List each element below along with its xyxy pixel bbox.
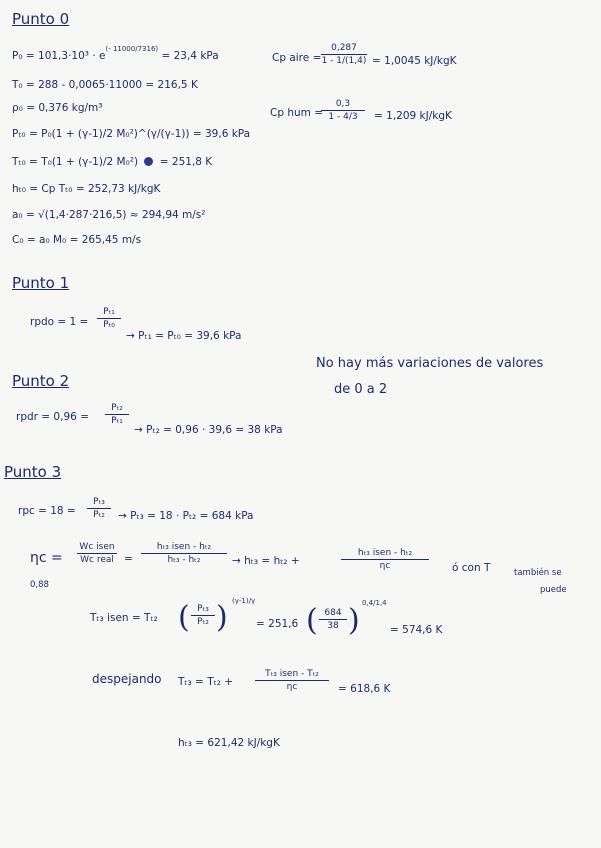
rpdr-result: → Pₜ₂ = 0,96 · 39,6 = 38 kPa bbox=[134, 424, 283, 436]
tt3-ratio-fraction: Pₜ₃ Pₜ₂ bbox=[190, 603, 216, 628]
equation-pt0: Pₜ₀ = P₀(1 + (γ-1)/2 M₀²)^(γ/(γ-1)) = 39,6 kPa bbox=[12, 128, 251, 140]
note-line-1: No hay más variaciones de valores bbox=[316, 356, 544, 371]
cp-aire-fraction: 0,287 1 - 1/(1,4) bbox=[321, 43, 367, 66]
tt3-exponent-numeric: 0,4/1,4 bbox=[362, 599, 387, 607]
rpdo-fraction: Pₜ₁ Pₜ₀ bbox=[96, 306, 122, 331]
cp-hum-result: = 1,209 kJ/kgK bbox=[374, 110, 452, 122]
tt3-isen-label: Tₜ₃ isen = Tₜ₂ bbox=[90, 612, 158, 624]
rpc-label: rpc = 18 = bbox=[18, 505, 76, 517]
ink-blot bbox=[144, 157, 153, 166]
equation-ht0: hₜ₀ = Cp Tₜ₀ = 252,73 kJ/kgK bbox=[12, 183, 161, 195]
tt3-exponent: (γ-1)/γ bbox=[232, 597, 256, 605]
equation-p0: $P_0 = 101,3\cdot 10^3 \cdot e^{(- 11000/7316)} = 23,4$ kPa bbox=[12, 45, 219, 62]
ht3-final: hₜ₃ = 621,42 kJ/kgK bbox=[178, 737, 280, 749]
equation-rho0: ρ₀ = 0,376 kg/m³ bbox=[12, 102, 103, 114]
cp-hum-label: Cp hum = bbox=[270, 107, 324, 119]
rpdo-label: rpdo = 1 = bbox=[30, 316, 89, 328]
aside-con-t: ó con T bbox=[452, 562, 491, 574]
aside-puede: puede bbox=[540, 585, 567, 595]
despejando-label: despejando bbox=[92, 672, 162, 686]
rpc-fraction: Pₜ₃ Pₜ₂ bbox=[86, 496, 112, 521]
ht-fraction: hₜ₃ isen - hₜ₂ hₜ₃ - hₜ₂ bbox=[140, 541, 228, 566]
cp-aire-label: Cp aire = bbox=[272, 52, 322, 64]
equation-a0: a₀ = √(1,4·287·216,5) ≈ 294,94 m/s² bbox=[12, 209, 206, 221]
cp-aire-result: = 1,0045 kJ/kgK bbox=[372, 55, 457, 67]
tt3-numeric-fraction: 684 38 bbox=[318, 607, 348, 632]
note-line-2: de 0 a 2 bbox=[334, 382, 388, 397]
equation-t0: T₀ = 288 - 0,0065·11000 = 216,5 K bbox=[12, 79, 198, 91]
ht3-arrow: → hₜ₃ = hₜ₂ + bbox=[232, 555, 300, 567]
rpdr-fraction: Pₜ₂ Pₜ₁ bbox=[104, 402, 130, 427]
tt3-isen-result: = 574,6 K bbox=[390, 624, 443, 636]
section-heading-punto-1: Punto 1 bbox=[12, 274, 70, 292]
paren-open-2: ( bbox=[306, 603, 318, 638]
section-heading-punto-0: Punto 0 bbox=[12, 10, 70, 28]
paren-close-2: ) bbox=[348, 603, 360, 638]
paren-open-1: ( bbox=[178, 600, 190, 635]
rpdr-label: rpdr = 0,96 = bbox=[16, 411, 89, 423]
despejando-fraction: Tₜ₃ isen - Tₜ₂ ηc bbox=[254, 668, 330, 693]
despejando-equation: Tₜ₃ = Tₜ₂ + bbox=[178, 676, 234, 688]
eta-value: 0,88 bbox=[30, 580, 49, 590]
despejando-result: = 618,6 K bbox=[338, 683, 391, 695]
eta-label: ηc = bbox=[30, 550, 63, 566]
equation-tt0: Tₜ₀ = T₀(1 + (γ-1)/2 M₀²) = 251,8 K bbox=[12, 156, 213, 168]
rpdo-result: → Pₜ₁ = Pₜ₀ = 39,6 kPa bbox=[126, 330, 242, 342]
paren-close-1: ) bbox=[216, 600, 228, 635]
aside-tambien: también se bbox=[514, 568, 562, 578]
wc-fraction: Wc isen Wc real bbox=[76, 541, 118, 566]
section-heading-punto-3: Punto 3 bbox=[4, 463, 62, 481]
ht3-fraction: hₜ₃ isen - hₜ₂ ηc bbox=[340, 547, 430, 572]
equals-sign: = bbox=[124, 553, 133, 565]
equation-c0: C₀ = a₀ M₀ = 265,45 m/s bbox=[12, 234, 142, 246]
tt3-mid: = 251,6 bbox=[256, 618, 299, 630]
rpc-result: → Pₜ₃ = 18 · Pₜ₂ = 684 kPa bbox=[118, 510, 254, 522]
cp-hum-fraction: 0,3 1 - 4/3 bbox=[320, 98, 366, 123]
section-heading-punto-2: Punto 2 bbox=[12, 372, 70, 390]
